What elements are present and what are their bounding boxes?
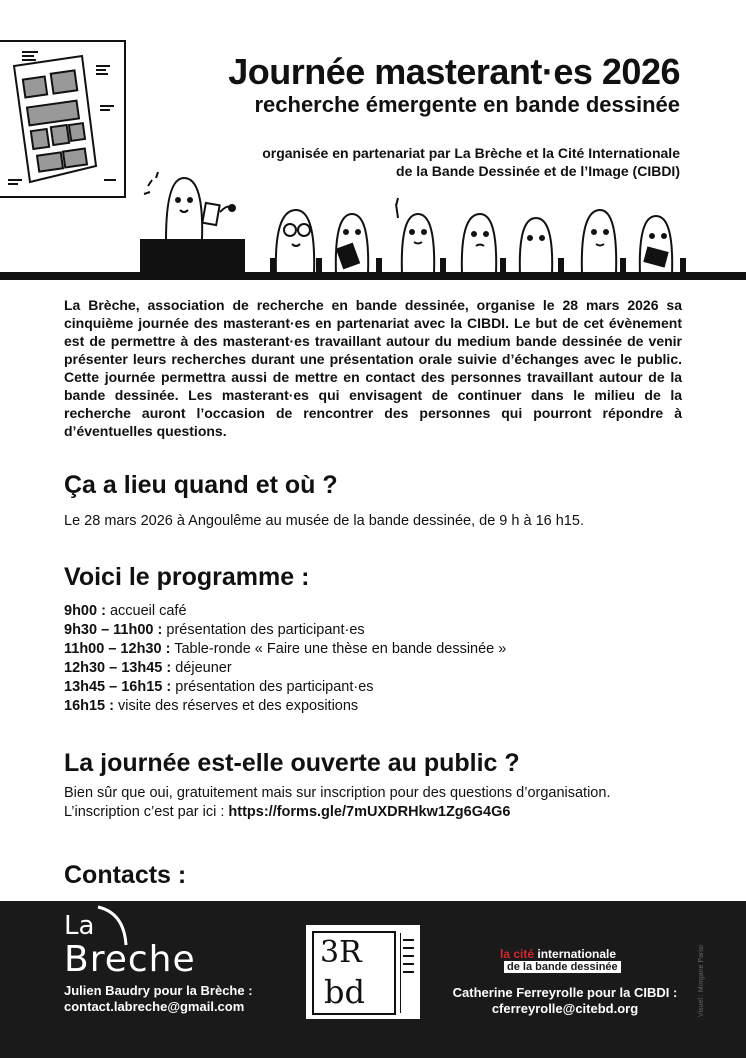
contact-name: Catherine Ferreyrolle pour la CIBDI : bbox=[452, 985, 678, 1000]
programme-label: accueil café bbox=[109, 603, 187, 619]
cite-logo-top bbox=[500, 947, 616, 961]
visual-credit bbox=[688, 917, 728, 1027]
registration-link[interactable]: https://forms.gle/7mUXDRHkw1Zg6G4G6 bbox=[228, 804, 511, 820]
when-heading: Ça a lieu quand et où ? bbox=[64, 471, 338, 499]
when-text: Le 28 mars 2026 à Angoulême au musée de la bande dessinée, de 9 h à 16 h15. bbox=[64, 513, 584, 529]
page-subtitle: recherche émergente en bande dessinée bbox=[254, 92, 680, 117]
contact-email[interactable]: cferreyrolle@citebd.org bbox=[491, 1001, 639, 1016]
cite-logo bbox=[500, 947, 630, 977]
visual-credit-text: Visuel : Morgane Parisi bbox=[698, 945, 705, 1017]
3rbd-logo-frame bbox=[312, 931, 396, 1015]
programme-label: déjeuner bbox=[175, 660, 232, 676]
cite-logo-rest: internationale bbox=[534, 947, 617, 961]
intro-paragraph: La Brèche, association de recherche en bande dessinée, organise le 28 mars 2026 sa cinquième journée des masterant·es en partenariat avec la CIBDI. Le but de cet évènement est de permettre à des masterant·es travaillant autour du medium bande dessinée de venir présenter leurs recherches durant une présentation orale suivie d’échanges avec le public. Cette journée permettra aussi de mettre en contact des personnes travaillant autour de la bande dessinée. Les masterant·es qui envisagent de continuer dans le milieu de la recherche auront l’occasion de rencontrer des personnes qui pourront répondre à d’éventuelles questions. bbox=[64, 297, 682, 439]
header-divider bbox=[0, 272, 746, 280]
programme-label: présentation des participant·es bbox=[175, 679, 374, 695]
contact-cibdi bbox=[440, 985, 690, 1017]
programme-time: 9h00 : bbox=[64, 603, 106, 619]
contact-breche bbox=[64, 983, 253, 1015]
3rbd-logo-bottom: bd bbox=[324, 973, 365, 1011]
contacts-heading: Contacts : bbox=[64, 861, 187, 889]
programme-item bbox=[64, 640, 684, 659]
programme-item bbox=[64, 697, 684, 716]
programme-item bbox=[64, 621, 684, 640]
3rbd-logo-lines bbox=[400, 933, 416, 1013]
programme-time: 9h30 – 11h00 : bbox=[64, 622, 163, 638]
programme-time: 11h00 – 12h30 : bbox=[64, 641, 171, 657]
public-line bbox=[64, 803, 684, 822]
programme-label: Table-ronde « Faire une thèse en bande dessinée » bbox=[174, 641, 507, 657]
programme-time: 13h45 – 16h15 : bbox=[64, 679, 172, 695]
breche-logo-word: Breche bbox=[64, 939, 196, 980]
organizer-line: organisée en partenariat par La Brèche et la Cité Internationale bbox=[262, 145, 680, 161]
characters-illustration bbox=[140, 160, 746, 280]
programme-item bbox=[64, 678, 684, 697]
programme-time: 16h15 : bbox=[64, 698, 114, 714]
cite-logo-red: la cité bbox=[500, 947, 535, 961]
programme-item bbox=[64, 602, 684, 621]
programme-item bbox=[64, 659, 684, 678]
contact-name: Julien Baudry pour la Brèche : bbox=[64, 983, 253, 998]
public-heading: La journée est-elle ouverte au public ? bbox=[64, 749, 520, 777]
programme-label: présentation des participant·es bbox=[166, 622, 365, 638]
breche-logo-la: La bbox=[64, 911, 95, 941]
3rbd-logo bbox=[306, 925, 420, 1019]
programme-time: 12h30 – 13h45 : bbox=[64, 660, 172, 676]
programme-list bbox=[64, 602, 684, 716]
comic-page-illustration bbox=[0, 40, 126, 198]
registration-prefix: L’inscription c’est par ici : bbox=[64, 804, 225, 820]
public-text bbox=[64, 784, 684, 822]
organizer-line: de la Bande Dessinée et de l’Image (CIBDI) bbox=[396, 163, 680, 179]
page-title: Journée masterant·es 2026 bbox=[228, 51, 680, 92]
la-breche-logo bbox=[64, 905, 224, 981]
footer bbox=[0, 901, 746, 1058]
programme-label: visite des réserves et des expositions bbox=[118, 698, 359, 714]
contact-email[interactable]: contact.labreche@gmail.com bbox=[64, 999, 245, 1014]
programme-heading: Voici le programme : bbox=[64, 563, 310, 591]
public-line: Bien sûr que oui, gratuitement mais sur inscription pour des questions d’organisation. bbox=[64, 785, 611, 801]
cite-logo-bottom: de la bande dessinée bbox=[504, 961, 621, 973]
3rbd-logo-top: 3R bbox=[320, 935, 362, 970]
